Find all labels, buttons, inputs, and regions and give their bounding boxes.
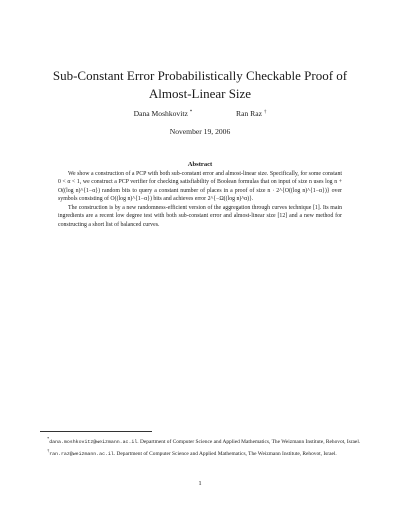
abstract-paragraph-2: The construction is by a new randomness-efficient version of the aggregation through curves technique [1]. Its main ingredients are a recent low degree test with both sub-constant error and almost-linear size [12] and a new method for constructing a short list of balanced curves.: [58, 205, 342, 228]
author-name: Ran Raz: [236, 109, 262, 118]
affiliation-text: . Department of Computer Science and Applied Mathematics, The Weizmann Institute, Rehovot, Israel.: [113, 451, 337, 458]
paper-date: November 19, 2006: [169, 127, 231, 136]
page-number: 1: [198, 480, 202, 487]
abstract-body: [58, 170, 342, 229]
email-address: ran.raz@weizmann.ac.il: [49, 452, 114, 458]
email-address: dana.moshkovitz@weizmann.ac.il: [49, 439, 138, 445]
footnote-mark: *: [189, 110, 193, 115]
author-name: Dana Moshkovitz: [133, 109, 188, 118]
footnote-mark: †: [263, 110, 267, 115]
footnote: [40, 447, 362, 458]
paper-title: Sub-Constant Error Probabilistically Checkable Proof of Almost-Linear Size: [52, 68, 348, 101]
footnote-mark: †: [47, 448, 50, 454]
author-line: [0, 108, 400, 119]
footnotes: [40, 435, 362, 460]
abstract-heading: Abstract: [187, 161, 213, 168]
footnote-mark: *: [47, 436, 50, 441]
abstract-paragraph-1: We show a construction of a PCP with both sub-constant error and almost-linear size. Specifically, for some constant 0 < α < 1, we construct a PCP verifier for checking satisfiability of Boolean formulas that on input of size n uses log n + O((log n)^{1−α}) random bits to query a constant number of places in a proof of size n · 2^{O((log n)^{1−α})} over symbols consisting of O((log n)^{1−α}) bits and achieves error 2^{−Ω((log n)^α)}.: [58, 171, 342, 202]
footnote: [40, 435, 362, 446]
affiliation-text: . Department of Computer Science and Applied Mathematics, The Weizmann Institute, Rehovot, Israel.: [137, 438, 361, 445]
footnote-rule: [40, 431, 152, 432]
